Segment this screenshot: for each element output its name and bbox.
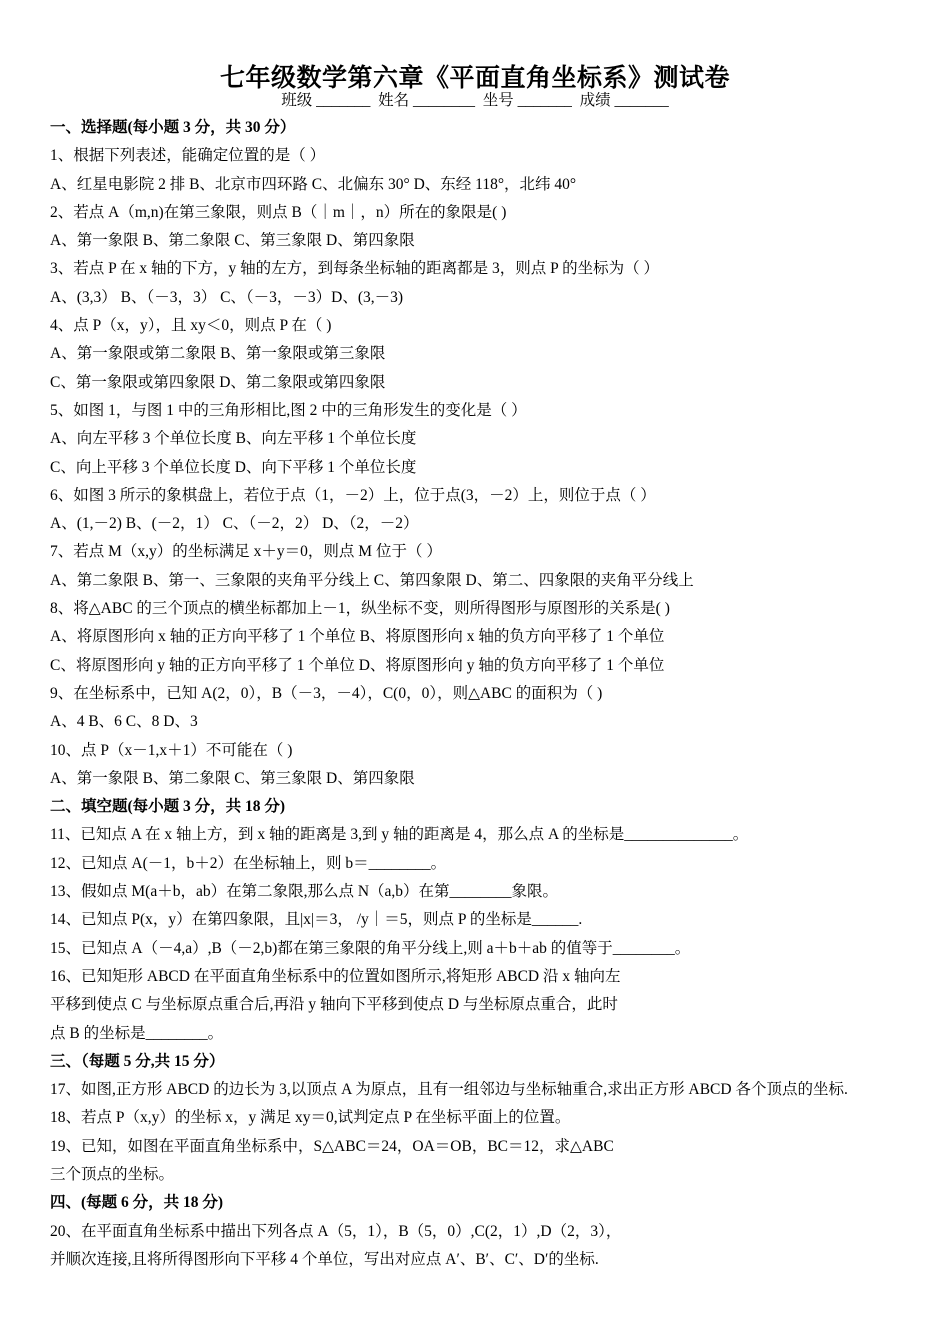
question-line: 三个顶点的坐标。 xyxy=(50,1165,175,1183)
question-line: A、(1,－2) B、(－2，1） C、（－2，2） D、（2，－2） xyxy=(50,515,419,533)
question-line: 16、已知矩形 ABCD 在平面直角坐标系中的位置如图所示,将矩形 ABCD 沿 x 轴向左 xyxy=(50,967,621,985)
question-line: A、4 B、6 C、8 D、3 xyxy=(50,713,198,731)
section-heading: 一、选择题(每小题 3 分，共 30 分） xyxy=(50,119,296,136)
question-line: C、向上平移 3 个单位长度 D、向下平移 1 个单位长度 xyxy=(50,458,417,476)
question-line: 平移到使点 C 与坐标原点重合后,再沿 y 轴向下平移到使点 D 与坐标原点重合，此时 xyxy=(50,996,618,1014)
question-line: 20、在平面直角坐标系中描出下列各点 A（5，1），B（5，0）,C(2，1）,D（2，3）， xyxy=(50,1222,622,1240)
question-line: A、红星电影院 2 排 B、北京市四环路 C、北偏东 30° D、东经 118°，北纬 40° xyxy=(50,175,577,193)
question-line: 点 B 的坐标是________。 xyxy=(50,1024,224,1042)
question-line: C、第一象限或第四象限 D、第二象限或第四象限 xyxy=(50,373,386,391)
question-line: 3、若点 P 在 x 轴的下方，y 轴的左方，到每条坐标轴的距离都是 3，则点 P 的坐标为（ ） xyxy=(50,260,659,278)
question-line: 1、根据下列表述，能确定位置的是（ ） xyxy=(50,147,326,165)
question-line: 7、若点 M（x,y）的坐标满足 x＋y＝0，则点 M 位于（ ） xyxy=(50,543,442,561)
section-heading: 三、（每题 5 分,共 15 分） xyxy=(50,1052,225,1070)
question-line: 9、在坐标系中，已知 A(2，0），B（－3，－4），C(0，0），则△ABC 的面积为（ ) xyxy=(50,684,603,702)
question-line: 14、已知点 P(x，y）在第四象限，且|x|＝3， /y｜＝5，则点 P 的坐标是______. xyxy=(50,911,583,929)
question-line: 17、如图,正方形 ABCD 的边长为 3,以顶点 A 为原点，且有一组邻边与坐标轴重合,求出正方形 ABCD 各个顶点的坐标. xyxy=(50,1081,848,1099)
question-line: 并顺次连接,且将所得图形向下平移 4 个单位，写出对应点 A′、B′、C′、D′的坐标. xyxy=(50,1250,599,1268)
question-line: 8、将△ABC 的三个顶点的横坐标都加上－1，纵坐标不变，则所得图形与原图形的关系是( ) xyxy=(50,600,670,618)
student-info-text: 班级 _______ 姓名 ________ 坐号 _______ 成绩 _______ xyxy=(281,92,669,109)
question-line: A、第一象限或第二象限 B、第一象限或第三象限 xyxy=(50,345,386,363)
student-info-fields xyxy=(0,88,950,110)
section-heading: 二、填空题(每小题 3 分，共 18 分) xyxy=(50,798,286,816)
exam-title: 七年级数学第六章《平面直角坐标系》测试卷 xyxy=(219,65,730,92)
question-line: 12、已知点 A(－1，b＋2）在坐标轴上，则 b＝________。 xyxy=(50,854,447,872)
question-line: A、(3,3） B、（－3，3） C、（－3，－3）D、(3,－3) xyxy=(50,288,404,306)
question-line: A、将原图形向 x 轴的正方向平移了 1 个单位 B、将原图形向 x 轴的负方向平移了 1 个单位 xyxy=(50,628,665,646)
question-line: 6、如图 3 所示的象棋盘上，若位于点（1，－2）上，位于点(3，－2）上，则位于点（ ） xyxy=(50,486,656,504)
question-line: A、第一象限 B、第二象限 C、第三象限 D、第四象限 xyxy=(50,769,415,787)
question-line: 19、已知，如图在平面直角坐标系中，S△ABC＝24，OA＝OB，BC＝12，求△ABC xyxy=(50,1137,614,1155)
question-line: 2、若点 A（m,n)在第三象限，则点 B（｜m｜，n）所在的象限是( ) xyxy=(50,203,507,221)
question-line: A、第一象限 B、第二象限 C、第三象限 D、第四象限 xyxy=(50,232,415,250)
question-line: 4、点 P（x，y），且 xy＜0，则点 P 在（ ) xyxy=(50,317,332,335)
question-line: 11、已知点 A 在 x 轴上方，到 x 轴的距离是 3,到 y 轴的距离是 4，那么点 A 的坐标是______________。 xyxy=(50,826,749,844)
section-heading: 四、(每题 6 分，共 18 分) xyxy=(50,1194,224,1212)
question-line: 5、如图 1，与图 1 中的三角形相比,图 2 中的三角形发生的变化是（ ） xyxy=(50,401,527,419)
question-line: A、第二象限 B、第一、三象限的夹角平分线上 C、第四象限 D、第二、四象限的夹角平分线上 xyxy=(50,571,694,589)
question-line: 13、假如点 M(a＋b，ab）在第二象限,那么点 N（a,b）在第________象限。 xyxy=(50,883,559,901)
question-line: 15、已知点 A（－4,a）,B（－2,b)都在第三象限的角平分线上,则 a＋b＋ab 的值等于________。 xyxy=(50,939,691,957)
question-line: A、向左平移 3 个单位长度 B、向左平移 1 个单位长度 xyxy=(50,430,417,448)
exam-content xyxy=(50,114,930,1274)
question-line: 18、若点 P（x,y）的坐标 x，y 满足 xy＝0,试判定点 P 在坐标平面上的位置。 xyxy=(50,1109,571,1127)
question-line: 10、点 P（x－1,x＋1）不可能在（ ) xyxy=(50,741,293,759)
question-line: C、将原图形向 y 轴的正方向平移了 1 个单位 D、将原图形向 y 轴的负方向平移了 1 个单位 xyxy=(50,656,665,674)
